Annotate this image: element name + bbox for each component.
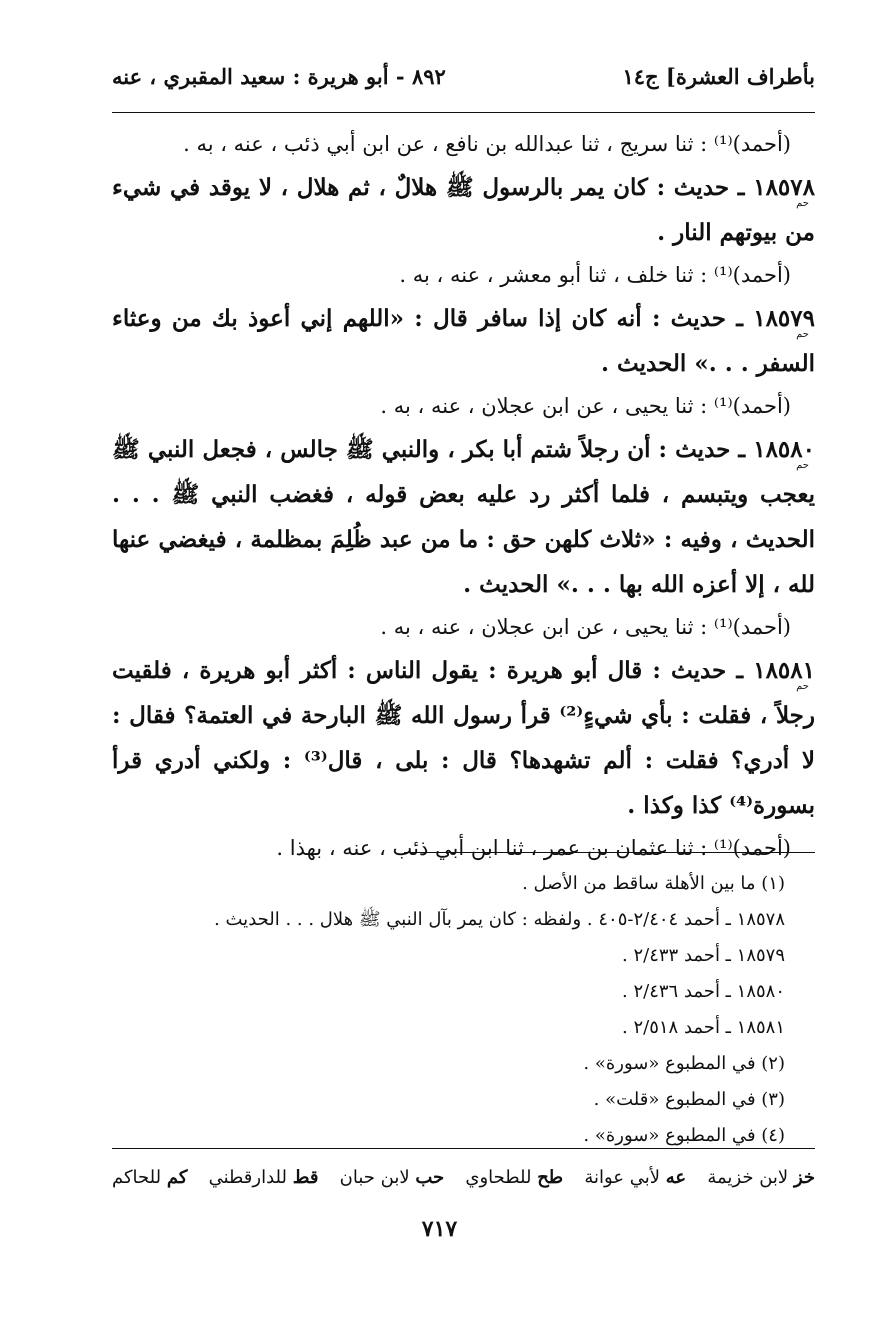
hadith-text: ١٨٥٨١ ـ حديث : قال أبو هريرة : يقول الناس : أكثر أبو هريرة ، فلقيت رجلاً ، فقلت : بأي شيءٍ⁽²⁾ قرأ رسول الله ﷺ البارحة في العتمة؟ فقال : لا أدري؟ فقلت : ألم تشهدها؟ قال : بلى ، قال⁽³⁾ : ولكني أدري قرأ بسورة⁽⁴⁾ كذا وكذا . (112, 657, 815, 819)
hm-mark: حم (796, 460, 809, 471)
source-line: (أحمد)⁽¹⁾ : ثنا سريج ، ثنا عبدالله بن نافع ، عن ابن أبي ذئب ، عنه ، به . (183, 132, 791, 156)
hadith-entry (112, 427, 815, 607)
siglum (465, 1160, 563, 1196)
hadith-entry (112, 648, 815, 828)
siglum-desc: للدارقطني (208, 1167, 287, 1188)
siglum-code: كم (166, 1167, 188, 1188)
footnotes (112, 866, 815, 1154)
siglum-desc: لابن حبان (339, 1167, 410, 1188)
header-left: ٨٩٢ - أبو هريرة : سعيد المقبري ، عنه (112, 63, 446, 89)
siglum-desc: لأبي عوانة (584, 1167, 661, 1188)
siglum (340, 1160, 445, 1196)
sigla-legend (112, 1160, 815, 1196)
running-header (112, 56, 815, 96)
hadith-text: ١٨٥٧٨ ـ حديث : كان يمر بالرسول ﷺ هلالٌ ، ثم هلال ، لا يوقد في شيء من بيوتهم النار . (112, 174, 815, 246)
siglum-code: قط (292, 1167, 319, 1188)
page-number: ٧١٧ (421, 1216, 458, 1242)
hadith-entry (112, 165, 815, 255)
sigla-rule (112, 1148, 815, 1149)
source-line: (أحمد)⁽¹⁾ : ثنا عثمان بن عمر ، ثنا ابن أبي ذئب ، عنه ، بهذا . (276, 836, 791, 860)
main-text (112, 124, 815, 869)
footnote-rule (404, 852, 815, 853)
siglum (707, 1160, 815, 1196)
footnote: (١) ما بين الأهلة ساقط من الأصل . (522, 873, 785, 894)
siglum-desc: لابن خزيمة (707, 1167, 789, 1188)
siglum (584, 1160, 686, 1196)
siglum-code: طح (537, 1167, 564, 1188)
hadith-text: ١٨٥٧٩ ـ حديث : أنه كان إذا سافر قال : «اللهم إني أعوذ بك من وعثاء السفر . . .» الحديث . (112, 305, 815, 377)
footnote: (٣) في المطبوع «قلت» . (593, 1089, 785, 1110)
source-line: (أحمد)⁽¹⁾ : ثنا يحيى ، عن ابن عجلان ، عنه ، به . (380, 394, 791, 418)
header-rule (112, 112, 815, 113)
siglum-code: خز (793, 1167, 815, 1188)
siglum-desc: للطحاوي (465, 1167, 532, 1188)
hm-mark: حم (796, 681, 809, 692)
source-line: (أحمد)⁽¹⁾ : ثنا يحيى ، عن ابن عجلان ، عنه ، به . (380, 615, 791, 639)
siglum-code: عه (665, 1167, 687, 1188)
source-line: (أحمد)⁽¹⁾ : ثنا خلف ، ثنا أبو معشر ، عنه ، به . (399, 263, 791, 287)
hadith-entry (112, 296, 815, 386)
siglum-desc: للحاكم (112, 1167, 162, 1188)
siglum (112, 1160, 187, 1196)
footnote: (٢) في المطبوع «سورة» . (583, 1053, 785, 1074)
footnote: (٤) في المطبوع «سورة» . (583, 1125, 785, 1146)
footnote: ١٨٥٧٩ ـ أحمد ٢/٤٣٣ . (622, 945, 785, 966)
siglum (209, 1160, 319, 1196)
footnote: ١٨٥٨١ ـ أحمد ٢/٥١٨ . (622, 1017, 785, 1038)
hadith-text: ١٨٥٨٠ ـ حديث : أن رجلاً شتم أبا بكر ، والنبي ﷺ جالس ، فجعل النبي ﷺ يعجب ويتبسم ، فلما أكثر رد عليه بعض قوله ، فغضب النبي ﷺ . . . الحديث ، وفيه : «ثلاث كلهن حق : ما من عبد ظُلِمَ بمظلمة ، فيغضي عنها لله ، إلا أعزه الله بها . . .» الحديث . (112, 436, 815, 598)
footnote: ١٨٥٨٠ ـ أحمد ٢/٤٣٦ . (622, 981, 785, 1002)
footnote: ١٨٥٧٨ ـ أحمد ٢/٤٠٤-٤٠٥ . ولفظه : كان يمر بآل النبي ﷺ هلال . . . الحديث . (214, 909, 785, 930)
hm-mark: حم (796, 329, 809, 340)
header-right: بأطراف العشرة] ج١٤ (622, 63, 815, 89)
siglum-code: حب (415, 1167, 445, 1188)
hm-mark: حم (796, 198, 809, 209)
